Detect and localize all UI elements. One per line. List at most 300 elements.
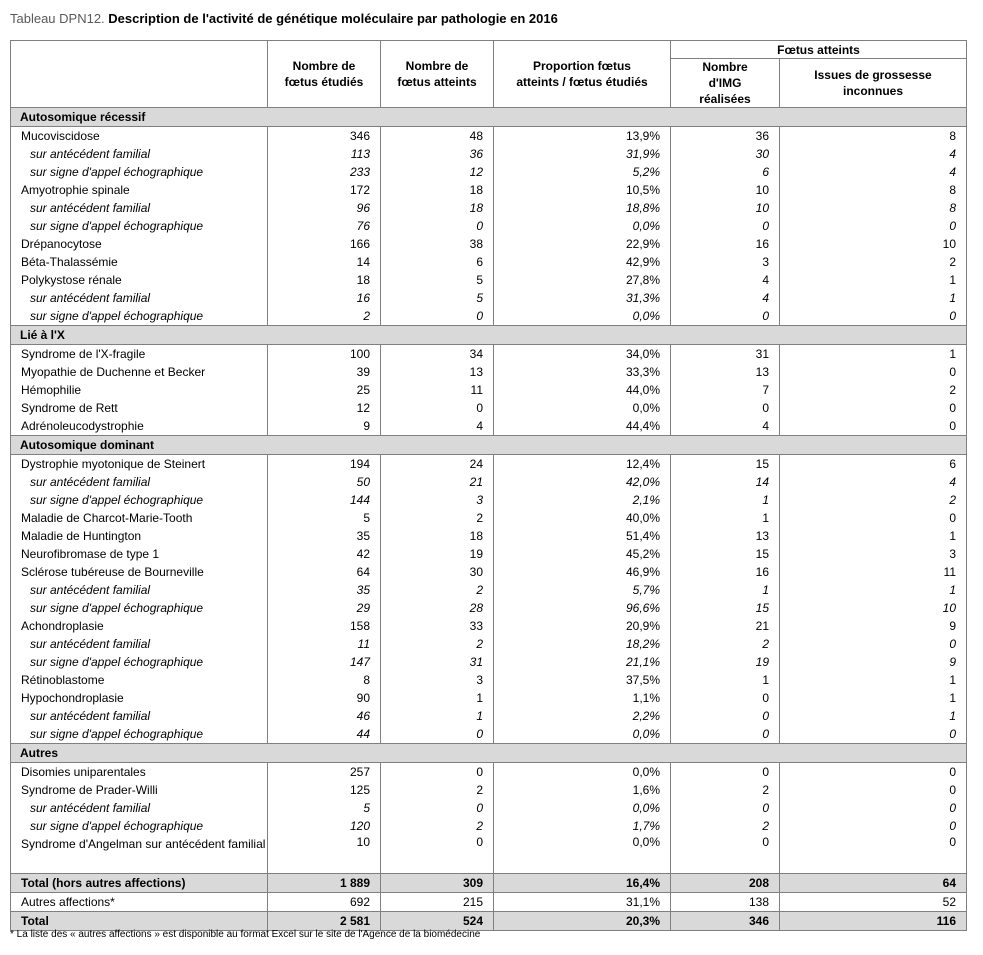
table-row xyxy=(11,725,967,744)
cell-proportion: 31,9% xyxy=(494,145,671,163)
cell-issues-inconnues: 2 xyxy=(780,491,967,509)
cell-issues-inconnues: 64 xyxy=(780,874,967,893)
table-row xyxy=(11,545,967,563)
cell-foetus-atteints: 0 xyxy=(381,307,494,326)
cell-foetus-atteints: 2 xyxy=(381,581,494,599)
table-row xyxy=(11,455,967,474)
row-label: Rétinoblastome xyxy=(11,671,268,689)
cell-issues-inconnues: 1 xyxy=(780,689,967,707)
row-label: Autres affections* xyxy=(11,893,268,912)
cell-img-realisees: 4 xyxy=(671,417,780,436)
table-row xyxy=(11,689,967,707)
row-label: Drépanocytose xyxy=(11,235,268,253)
table-row xyxy=(11,199,967,217)
cell-issues-inconnues: 8 xyxy=(780,127,967,146)
cell-foetus-atteints: 0 xyxy=(381,835,494,874)
row-label: sur signe d'appel échographique xyxy=(11,817,268,835)
cell-foetus-atteints: 3 xyxy=(381,491,494,509)
section-label: Autres xyxy=(11,744,967,763)
cell-proportion: 16,4% xyxy=(494,874,671,893)
section-row xyxy=(11,326,967,345)
cell-img-realisees: 31 xyxy=(671,345,780,364)
table-row xyxy=(11,707,967,725)
cell-issues-inconnues: 0 xyxy=(780,763,967,782)
table-row xyxy=(11,163,967,181)
cell-foetus-atteints: 0 xyxy=(381,725,494,744)
table-row xyxy=(11,763,967,782)
row-label: sur signe d'appel échographique xyxy=(11,491,268,509)
cell-proportion: 18,2% xyxy=(494,635,671,653)
cell-foetus-etudies: 5 xyxy=(268,509,381,527)
header-proportion: Proportion fœtus atteints / fœtus étudiés xyxy=(494,41,671,108)
table-row xyxy=(11,181,967,199)
row-label: Hémophilie xyxy=(11,381,268,399)
cell-proportion: 5,7% xyxy=(494,581,671,599)
cell-issues-inconnues: 116 xyxy=(780,912,967,931)
row-label: sur antécédent familial xyxy=(11,799,268,817)
table-caption xyxy=(10,11,558,26)
table-row xyxy=(11,581,967,599)
cell-foetus-atteints: 18 xyxy=(381,181,494,199)
section-label: Autosomique dominant xyxy=(11,436,967,455)
cell-foetus-atteints: 0 xyxy=(381,799,494,817)
row-label: sur antécédent familial xyxy=(11,581,268,599)
cell-img-realisees: 346 xyxy=(671,912,780,931)
cell-issues-inconnues: 9 xyxy=(780,617,967,635)
cell-img-realisees: 0 xyxy=(671,307,780,326)
row-label: Syndrome de Prader-Willi xyxy=(11,781,268,799)
cell-img-realisees: 21 xyxy=(671,617,780,635)
cell-img-realisees: 0 xyxy=(671,689,780,707)
cell-issues-inconnues: 0 xyxy=(780,363,967,381)
cell-proportion: 44,4% xyxy=(494,417,671,436)
cell-issues-inconnues: 8 xyxy=(780,181,967,199)
table-row xyxy=(11,491,967,509)
cell-foetus-atteints: 0 xyxy=(381,217,494,235)
cell-img-realisees: 4 xyxy=(671,271,780,289)
table-row xyxy=(11,527,967,545)
cell-foetus-etudies: 35 xyxy=(268,581,381,599)
cell-img-realisees: 15 xyxy=(671,599,780,617)
cell-foetus-atteints: 6 xyxy=(381,253,494,271)
cell-issues-inconnues: 52 xyxy=(780,893,967,912)
cell-img-realisees: 1 xyxy=(671,581,780,599)
cell-issues-inconnues: 10 xyxy=(780,235,967,253)
cell-foetus-etudies: 233 xyxy=(268,163,381,181)
cell-foetus-atteints: 4 xyxy=(381,417,494,436)
cell-foetus-etudies: 64 xyxy=(268,563,381,581)
cell-img-realisees: 13 xyxy=(671,527,780,545)
cell-foetus-etudies: 346 xyxy=(268,127,381,146)
cell-foetus-atteints: 11 xyxy=(381,381,494,399)
row-label: Syndrome d'Angelman sur antécédent familial xyxy=(11,835,268,874)
cell-foetus-atteints: 18 xyxy=(381,199,494,217)
cell-img-realisees: 0 xyxy=(671,799,780,817)
cell-issues-inconnues: 1 xyxy=(780,707,967,725)
cell-proportion: 10,5% xyxy=(494,181,671,199)
cell-foetus-atteints: 21 xyxy=(381,473,494,491)
section-row xyxy=(11,436,967,455)
cell-proportion: 2,1% xyxy=(494,491,671,509)
cell-proportion: 96,6% xyxy=(494,599,671,617)
cell-foetus-atteints: 36 xyxy=(381,145,494,163)
cell-proportion: 13,9% xyxy=(494,127,671,146)
cell-proportion: 0,0% xyxy=(494,399,671,417)
section-row xyxy=(11,744,967,763)
cell-issues-inconnues: 1 xyxy=(780,271,967,289)
cell-proportion: 12,4% xyxy=(494,455,671,474)
row-label: sur signe d'appel échographique xyxy=(11,307,268,326)
cell-issues-inconnues: 0 xyxy=(780,307,967,326)
cell-foetus-atteints: 24 xyxy=(381,455,494,474)
cell-foetus-etudies: 144 xyxy=(268,491,381,509)
table-row xyxy=(11,363,967,381)
cell-foetus-etudies: 96 xyxy=(268,199,381,217)
cell-img-realisees: 208 xyxy=(671,874,780,893)
row-label: sur signe d'appel échographique xyxy=(11,599,268,617)
cell-proportion: 37,5% xyxy=(494,671,671,689)
cell-proportion: 0,0% xyxy=(494,799,671,817)
cell-img-realisees: 30 xyxy=(671,145,780,163)
table-row xyxy=(11,912,967,931)
cell-img-realisees: 2 xyxy=(671,817,780,835)
cell-issues-inconnues: 0 xyxy=(780,835,967,874)
cell-foetus-atteints: 309 xyxy=(381,874,494,893)
cell-issues-inconnues: 0 xyxy=(780,399,967,417)
cell-img-realisees: 36 xyxy=(671,127,780,146)
table-row xyxy=(11,653,967,671)
cell-foetus-etudies: 120 xyxy=(268,817,381,835)
section-row xyxy=(11,108,967,127)
cell-foetus-etudies: 125 xyxy=(268,781,381,799)
cell-issues-inconnues: 1 xyxy=(780,671,967,689)
row-label: Syndrome de l'X-fragile xyxy=(11,345,268,364)
cell-foetus-atteints: 0 xyxy=(381,399,494,417)
cell-issues-inconnues: 0 xyxy=(780,817,967,835)
row-label: Myopathie de Duchenne et Becker xyxy=(11,363,268,381)
cell-img-realisees: 0 xyxy=(671,835,780,874)
cell-img-realisees: 10 xyxy=(671,199,780,217)
cell-proportion: 42,9% xyxy=(494,253,671,271)
row-label: Hypochondroplasie xyxy=(11,689,268,707)
cell-img-realisees: 14 xyxy=(671,473,780,491)
cell-foetus-etudies: 692 xyxy=(268,893,381,912)
cell-foetus-atteints: 5 xyxy=(381,271,494,289)
cell-foetus-etudies: 166 xyxy=(268,235,381,253)
cell-foetus-etudies: 257 xyxy=(268,763,381,782)
cell-issues-inconnues: 4 xyxy=(780,473,967,491)
cell-foetus-atteints: 2 xyxy=(381,635,494,653)
table-body xyxy=(11,108,967,931)
cell-foetus-atteints: 18 xyxy=(381,527,494,545)
cell-img-realisees: 1 xyxy=(671,671,780,689)
cell-proportion: 33,3% xyxy=(494,363,671,381)
cell-img-realisees: 15 xyxy=(671,455,780,474)
header-img-realisees: Nombre d'IMG réalisées xyxy=(671,59,780,108)
cell-issues-inconnues: 2 xyxy=(780,253,967,271)
cell-proportion: 0,0% xyxy=(494,307,671,326)
table-row xyxy=(11,893,967,912)
cell-foetus-etudies: 9 xyxy=(268,417,381,436)
cell-img-realisees: 2 xyxy=(671,635,780,653)
cell-img-realisees: 6 xyxy=(671,163,780,181)
cell-proportion: 0,0% xyxy=(494,725,671,744)
footnote: * La liste des « autres affections » est disponible au format Excel sur le site de l'Agence de la biomédecine xyxy=(10,929,481,940)
cell-issues-inconnues: 0 xyxy=(780,217,967,235)
cell-img-realisees: 3 xyxy=(671,253,780,271)
header-foetus-atteints: Nombre de fœtus atteints xyxy=(381,41,494,108)
cell-foetus-atteints: 12 xyxy=(381,163,494,181)
table-row xyxy=(11,417,967,436)
cell-foetus-atteints: 2 xyxy=(381,817,494,835)
cell-foetus-etudies: 113 xyxy=(268,145,381,163)
cell-img-realisees: 0 xyxy=(671,763,780,782)
table-row xyxy=(11,509,967,527)
cell-foetus-etudies: 90 xyxy=(268,689,381,707)
cell-img-realisees: 4 xyxy=(671,289,780,307)
table-row xyxy=(11,473,967,491)
section-label: Autosomique récessif xyxy=(11,108,967,127)
row-label: Sclérose tubéreuse de Bourneville xyxy=(11,563,268,581)
cell-proportion: 0,0% xyxy=(494,763,671,782)
cell-img-realisees: 10 xyxy=(671,181,780,199)
cell-issues-inconnues: 8 xyxy=(780,199,967,217)
cell-foetus-atteints: 38 xyxy=(381,235,494,253)
cell-img-realisees: 0 xyxy=(671,725,780,744)
cell-proportion: 0,0% xyxy=(494,835,671,874)
cell-foetus-etudies: 25 xyxy=(268,381,381,399)
cell-proportion: 5,2% xyxy=(494,163,671,181)
table-row xyxy=(11,781,967,799)
cell-issues-inconnues: 0 xyxy=(780,509,967,527)
cell-issues-inconnues: 10 xyxy=(780,599,967,617)
cell-issues-inconnues: 1 xyxy=(780,345,967,364)
cell-proportion: 1,1% xyxy=(494,689,671,707)
cell-foetus-atteints: 30 xyxy=(381,563,494,581)
row-label: Achondroplasie xyxy=(11,617,268,635)
cell-foetus-etudies: 35 xyxy=(268,527,381,545)
cell-proportion: 22,9% xyxy=(494,235,671,253)
table-row xyxy=(11,635,967,653)
cell-img-realisees: 7 xyxy=(671,381,780,399)
row-label: sur signe d'appel échographique xyxy=(11,725,268,744)
cell-foetus-etudies: 12 xyxy=(268,399,381,417)
cell-issues-inconnues: 2 xyxy=(780,381,967,399)
table-row xyxy=(11,617,967,635)
cell-foetus-etudies: 147 xyxy=(268,653,381,671)
cell-foetus-atteints: 0 xyxy=(381,763,494,782)
cell-proportion: 2,2% xyxy=(494,707,671,725)
row-label: sur signe d'appel échographique xyxy=(11,653,268,671)
row-label: Neurofibromase de type 1 xyxy=(11,545,268,563)
cell-issues-inconnues: 0 xyxy=(780,635,967,653)
cell-img-realisees: 0 xyxy=(671,399,780,417)
row-label: Maladie de Huntington xyxy=(11,527,268,545)
header-pathology xyxy=(11,41,268,108)
cell-issues-inconnues: 0 xyxy=(780,799,967,817)
cell-img-realisees: 1 xyxy=(671,509,780,527)
cell-issues-inconnues: 0 xyxy=(780,725,967,744)
cell-foetus-etudies: 76 xyxy=(268,217,381,235)
cell-foetus-etudies: 8 xyxy=(268,671,381,689)
section-label: Lié à l'X xyxy=(11,326,967,345)
cell-proportion: 20,3% xyxy=(494,912,671,931)
cell-foetus-etudies: 2 581 xyxy=(268,912,381,931)
table-row xyxy=(11,835,967,874)
cell-issues-inconnues: 9 xyxy=(780,653,967,671)
cell-foetus-atteints: 13 xyxy=(381,363,494,381)
cell-proportion: 27,8% xyxy=(494,271,671,289)
table-row xyxy=(11,799,967,817)
cell-proportion: 31,1% xyxy=(494,893,671,912)
cell-img-realisees: 16 xyxy=(671,563,780,581)
cell-foetus-etudies: 1 889 xyxy=(268,874,381,893)
row-label: sur antécédent familial xyxy=(11,289,268,307)
row-label: Total xyxy=(11,912,268,931)
cell-proportion: 34,0% xyxy=(494,345,671,364)
cell-img-realisees: 16 xyxy=(671,235,780,253)
header-issues-inconnues: Issues de grossesse inconnues xyxy=(780,59,967,108)
row-label: Syndrome de Rett xyxy=(11,399,268,417)
cell-proportion: 40,0% xyxy=(494,509,671,527)
row-label: Béta-Thalassémie xyxy=(11,253,268,271)
table-row xyxy=(11,235,967,253)
cell-proportion: 0,0% xyxy=(494,217,671,235)
cell-foetus-etudies: 29 xyxy=(268,599,381,617)
cell-img-realisees: 15 xyxy=(671,545,780,563)
cell-issues-inconnues: 0 xyxy=(780,781,967,799)
table-row xyxy=(11,127,967,146)
table-row xyxy=(11,381,967,399)
cell-issues-inconnues: 1 xyxy=(780,527,967,545)
cell-issues-inconnues: 1 xyxy=(780,289,967,307)
row-label: Maladie de Charcot-Marie-Tooth xyxy=(11,509,268,527)
cell-foetus-etudies: 158 xyxy=(268,617,381,635)
header-foetus-etudies: Nombre de fœtus étudiés xyxy=(268,41,381,108)
cell-issues-inconnues: 11 xyxy=(780,563,967,581)
row-label: sur antécédent familial xyxy=(11,199,268,217)
cell-foetus-etudies: 10 xyxy=(268,835,381,874)
cell-foetus-etudies: 172 xyxy=(268,181,381,199)
cell-foetus-etudies: 39 xyxy=(268,363,381,381)
cell-foetus-atteints: 1 xyxy=(381,707,494,725)
row-label: sur antécédent familial xyxy=(11,707,268,725)
table-row xyxy=(11,307,967,326)
cell-proportion: 42,0% xyxy=(494,473,671,491)
cell-proportion: 46,9% xyxy=(494,563,671,581)
cell-foetus-etudies: 5 xyxy=(268,799,381,817)
cell-img-realisees: 1 xyxy=(671,491,780,509)
row-label: Adrénoleucodystrophie xyxy=(11,417,268,436)
cell-foetus-atteints: 33 xyxy=(381,617,494,635)
cell-foetus-atteints: 3 xyxy=(381,671,494,689)
cell-img-realisees: 19 xyxy=(671,653,780,671)
cell-foetus-atteints: 31 xyxy=(381,653,494,671)
pathology-table xyxy=(10,40,967,931)
table-row xyxy=(11,271,967,289)
row-label: sur antécédent familial xyxy=(11,145,268,163)
cell-foetus-atteints: 215 xyxy=(381,893,494,912)
cell-proportion: 44,0% xyxy=(494,381,671,399)
cell-img-realisees: 0 xyxy=(671,707,780,725)
cell-foetus-atteints: 28 xyxy=(381,599,494,617)
cell-proportion: 18,8% xyxy=(494,199,671,217)
table-row xyxy=(11,563,967,581)
cell-proportion: 20,9% xyxy=(494,617,671,635)
cell-proportion: 31,3% xyxy=(494,289,671,307)
row-label: sur antécédent familial xyxy=(11,473,268,491)
table-row xyxy=(11,399,967,417)
cell-foetus-etudies: 14 xyxy=(268,253,381,271)
row-label: sur signe d'appel échographique xyxy=(11,163,268,181)
cell-issues-inconnues: 3 xyxy=(780,545,967,563)
caption-prefix: Tableau DPN12. xyxy=(10,11,105,26)
table-row xyxy=(11,599,967,617)
cell-foetus-atteints: 1 xyxy=(381,689,494,707)
table-row xyxy=(11,145,967,163)
cell-img-realisees: 2 xyxy=(671,781,780,799)
cell-foetus-etudies: 2 xyxy=(268,307,381,326)
cell-proportion: 1,6% xyxy=(494,781,671,799)
cell-img-realisees: 138 xyxy=(671,893,780,912)
table-row xyxy=(11,289,967,307)
cell-proportion: 51,4% xyxy=(494,527,671,545)
cell-issues-inconnues: 6 xyxy=(780,455,967,474)
row-label: Polykystose rénale xyxy=(11,271,268,289)
table-row xyxy=(11,817,967,835)
row-label: Amyotrophie spinale xyxy=(11,181,268,199)
row-label: Mucoviscidose xyxy=(11,127,268,146)
table-row xyxy=(11,345,967,364)
cell-foetus-atteints: 524 xyxy=(381,912,494,931)
cell-foetus-atteints: 2 xyxy=(381,781,494,799)
cell-proportion: 21,1% xyxy=(494,653,671,671)
table-row xyxy=(11,671,967,689)
cell-foetus-etudies: 42 xyxy=(268,545,381,563)
cell-img-realisees: 13 xyxy=(671,363,780,381)
cell-foetus-atteints: 34 xyxy=(381,345,494,364)
cell-foetus-etudies: 46 xyxy=(268,707,381,725)
cell-img-realisees: 0 xyxy=(671,217,780,235)
cell-foetus-etudies: 194 xyxy=(268,455,381,474)
table-row xyxy=(11,874,967,893)
cell-foetus-etudies: 16 xyxy=(268,289,381,307)
cell-foetus-etudies: 50 xyxy=(268,473,381,491)
cell-foetus-etudies: 100 xyxy=(268,345,381,364)
table-header xyxy=(11,41,967,108)
row-label: Dystrophie myotonique de Steinert xyxy=(11,455,268,474)
table-row xyxy=(11,253,967,271)
row-label: Total (hors autres affections) xyxy=(11,874,268,893)
caption-title: Description de l'activité de génétique moléculaire par pathologie en 2016 xyxy=(108,11,558,26)
cell-foetus-etudies: 18 xyxy=(268,271,381,289)
cell-foetus-etudies: 11 xyxy=(268,635,381,653)
cell-issues-inconnues: 4 xyxy=(780,163,967,181)
cell-foetus-atteints: 5 xyxy=(381,289,494,307)
row-label: sur antécédent familial xyxy=(11,635,268,653)
row-label: sur signe d'appel échographique xyxy=(11,217,268,235)
row-label: Disomies uniparentales xyxy=(11,763,268,782)
cell-issues-inconnues: 4 xyxy=(780,145,967,163)
cell-proportion: 45,2% xyxy=(494,545,671,563)
cell-proportion: 1,7% xyxy=(494,817,671,835)
cell-foetus-atteints: 48 xyxy=(381,127,494,146)
cell-foetus-atteints: 19 xyxy=(381,545,494,563)
header-group-foetus-atteints: Fœtus atteints xyxy=(671,41,967,59)
cell-issues-inconnues: 0 xyxy=(780,417,967,436)
cell-foetus-atteints: 2 xyxy=(381,509,494,527)
table-row xyxy=(11,217,967,235)
